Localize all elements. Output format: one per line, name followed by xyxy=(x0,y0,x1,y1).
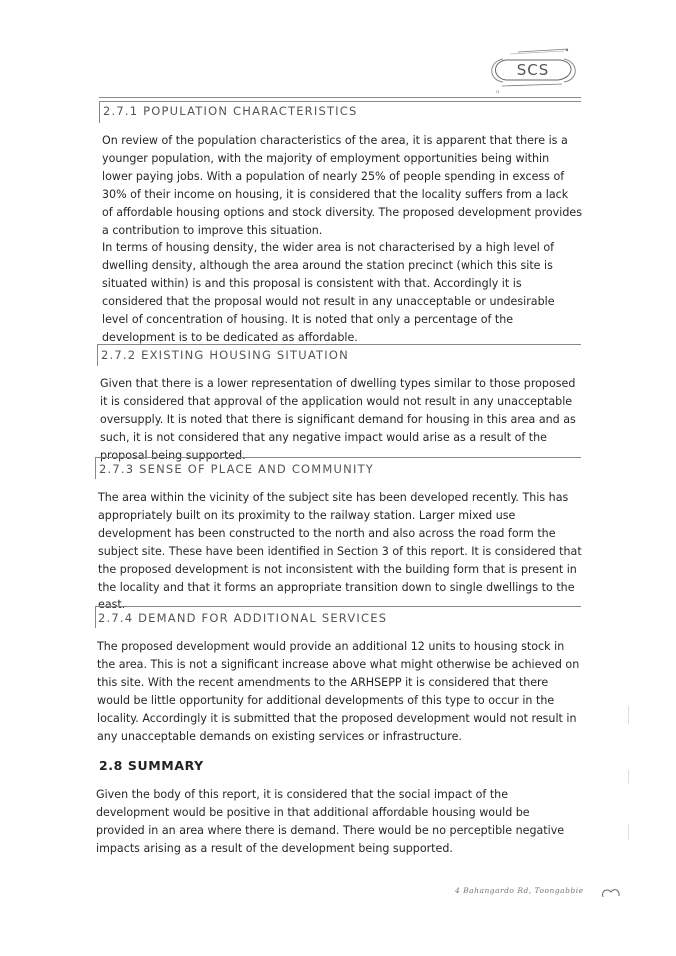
section-paragraph: In terms of housing density, the wider area is not characterised by a high level of dwelling density, although the area around the station precinct (which this site is situated within) is and this proposal is consistent with that. Accordingly it is considered that the proposal would not result in any unacceptable or undesirable level of concentration of housing. It is noted that only a percentage of the development is to be dedicated as affordable. xyxy=(102,241,555,344)
page-number-mark xyxy=(600,887,622,901)
section-heading: 2.7.4 DEMAND FOR ADDITIONAL SERVICES xyxy=(98,611,388,625)
section-rule-left xyxy=(95,606,96,628)
section-paragraph: On review of the population characteristics of the area, it is apparent that there is a younger population, with the majority of employment opportunities being within lower paying jobs. With a population of nearly 25% of people spending in excess of 30% of their income on housing, it is considered that the locality suffers from a lack of affordable housing options and stock diversity. The proposed development provides a contribution to improve this situation. xyxy=(102,134,582,237)
logo-text: SCS xyxy=(516,61,550,79)
section-paragraph: The area within the vicinity of the subject site has been developed recently. This has appropriately built on its proximity to the railway station. Larger mixed use development has been constructed to the north and also across the road form the subject site. These have been identified in Section 3 of this report. It is considered that the proposed development is not inconsistent with the building form that is present in the locality and that it forms an appropriate transition down to single dwellings to the east. xyxy=(98,491,582,612)
summary-paragraph: Given the body of this report, it is considered that the social impact of the development would be positive in that additional affordable housing would be provided in an area where there is demand. There would be no perceptible negative impacts arising as a result of the development being supported. xyxy=(96,788,565,855)
section-heading: 2.7.3 SENSE OF PLACE AND COMMUNITY xyxy=(99,462,375,476)
footer-address: 4 Bahangardo Rd, Toongabbie xyxy=(455,886,584,895)
section-rule-top xyxy=(97,344,581,345)
section-rule-top xyxy=(95,606,581,607)
scs-logo xyxy=(488,44,580,94)
section-rule-left xyxy=(95,457,96,479)
scan-mark xyxy=(628,770,629,784)
section-rule-top xyxy=(95,457,581,458)
header-rule xyxy=(99,97,581,98)
svg-text:u: u xyxy=(496,89,500,94)
section-heading: 2.7.1 POPULATION CHARACTERISTICS xyxy=(103,104,358,118)
section-rule-left xyxy=(99,101,100,123)
section-heading: 2.7.2 EXISTING HOUSING SITUATION xyxy=(101,348,349,362)
summary-heading: 2.8 SUMMARY xyxy=(99,758,204,773)
section-paragraph: Given that there is a lower representation of dwelling types similar to those proposed it is considered that approval of the application would not result in any unacceptable oversupply. It is noted that there is significant demand for housing in this area and as such, it is not considered that any negative impact would arise as a result of the proposal being supported. xyxy=(100,377,576,462)
section-paragraph: The proposed development would provide an additional 12 units to housing stock in the area. This is not a significant increase above what might otherwise be achieved on this site. With the recent amendments to the ARHSEPP it is considered that there would be little opportunity for additional developments of this type to occur in the locality. Accordingly it is submitted that the proposed development would not result in any unacceptable demands on existing services or infrastructure. xyxy=(97,640,580,743)
scan-mark xyxy=(628,706,629,724)
scan-mark xyxy=(628,824,629,840)
section-rule-left xyxy=(97,344,98,366)
section-rule-top xyxy=(99,101,581,102)
